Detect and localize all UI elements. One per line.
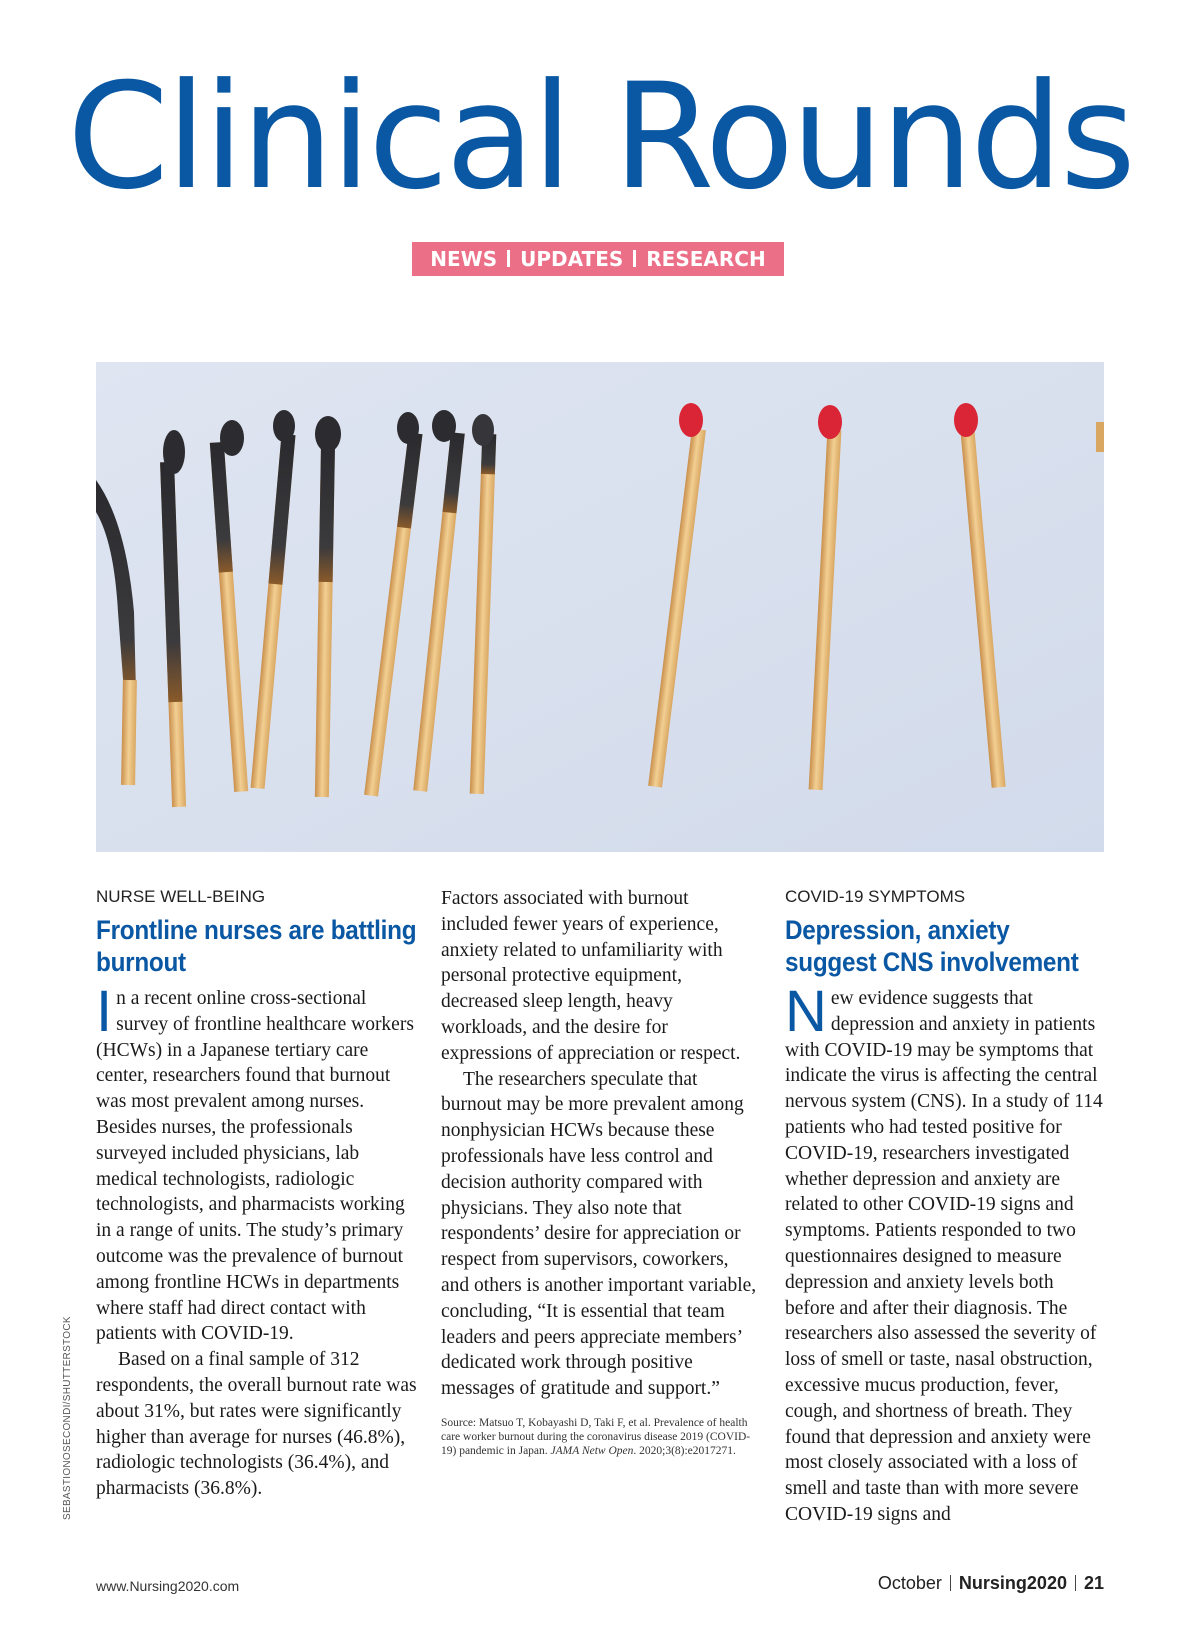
- folio-separator: [1075, 1575, 1076, 1591]
- masthead-title: Clinical Rounds: [67, 52, 1133, 222]
- paragraph: Factors associated with burnout included fewer years of experience, anxiety related to unfamiliarity with personal protective equipment, decreased sleep length, heavy workloads, and the desire for expressions of appreciation or respect.: [441, 888, 741, 1064]
- drop-cap: N: [785, 979, 827, 1044]
- paragraph: n a recent online cross-sectional survey of frontline healthcare workers (HCWs) in a Japanese tertiary care center, researchers found that burnout was most prevalent among nurses. Besides nurses, the professionals surveyed included physicians, lab medical technologists, radiologic technologists, and pharmacists working in a range of units. The study’s primary outcome was the prevalence of burnout among frontline HCWs in departments where staff had direct contact with patients with COVID-19.: [96, 988, 414, 1345]
- article-headline: Frontline nurses are battling burnout: [96, 915, 417, 977]
- tagline-news: NEWS: [430, 247, 498, 271]
- section-tagline: [412, 242, 784, 276]
- paragraph: ew evidence suggests that depression and anxiety in patients with COVID-19 may be symptoms that indicate the virus is affecting the central nervous system (CNS). In a study of 114 patients who had tested positive for COVID-19, researchers investigated whether depression and anxiety are related to other COVID-19 signs and symptoms. Patients responded to two questionnaires designed to measure depression and anxiety levels both before and after their diagnosis. The researchers also assessed the severity of loss of smell or taste, nasal obstruction, excessive mucus production, fever, cough, and shortness of breath. They found that depression and anxiety were most closely associated with a loss of smell and taste than with more severe COVID-19 signs and: [785, 988, 1103, 1525]
- article-headline: Depression, anxiety suggest CNS involvement: [785, 915, 1079, 977]
- article-body: [785, 979, 1107, 1528]
- article-body: [441, 886, 759, 1402]
- paragraph: The researchers speculate that burnout may be more prevalent among nonphysician HCWs because these professionals have less control and decision authority compared with physicians. They also note that respondents’ desire for appreciation or respect from supervisors, coworkers, and others is another important variable, concluding, “It is essential that team leaders and peers appreciate members’ dedicated work through positive messages of gratitude and support.”: [441, 1068, 757, 1400]
- footer-website: www.Nursing2020.com: [96, 1578, 240, 1594]
- article-source: Source: Matsuo T, Kobayashi D, Taki F, et al. Prevalence of health care worker burnout during the coronavirus disease 2019 (COVID-19) pandemic in Japan. JAMA Netw Open. 2020;3(8):e2017271.: [441, 1416, 751, 1457]
- folio-separator: [950, 1575, 951, 1591]
- burnt-matches-photo: [96, 362, 1104, 852]
- tagline-updates: UPDATES: [520, 247, 624, 271]
- footer-magazine: Nursing2020: [958, 1573, 1067, 1593]
- article-burnout-column-1: [96, 886, 418, 1502]
- drop-cap: I: [96, 979, 113, 1044]
- article-kicker: COVID-19 SYMPTOMS: [785, 887, 966, 906]
- page-number: 21: [1083, 1573, 1104, 1593]
- article-covid-column: [785, 886, 1107, 1528]
- article-body: [96, 979, 418, 1502]
- journal-name: JAMA Netw Open: [550, 1444, 634, 1457]
- tagline-separator: [633, 250, 636, 267]
- tagline-research: RESEARCH: [646, 247, 766, 271]
- footer-folio: [878, 1573, 1104, 1594]
- article-kicker: NURSE WELL-BEING: [96, 887, 266, 906]
- paragraph: Based on a final sample of 312 respondents, the overall burnout rate was about 31%, but rates were significantly higher than average for nurses (46.8%), radiologic technologists (36.4%), and pharmacists (36.8%).: [96, 1349, 417, 1500]
- photo-credit: SEBASTIONOSECONDI/SHUTTERSTOCK: [62, 1316, 73, 1520]
- tagline-separator: [507, 250, 510, 267]
- article-burnout-column-2: [441, 886, 759, 1458]
- footer-month: October: [877, 1573, 942, 1593]
